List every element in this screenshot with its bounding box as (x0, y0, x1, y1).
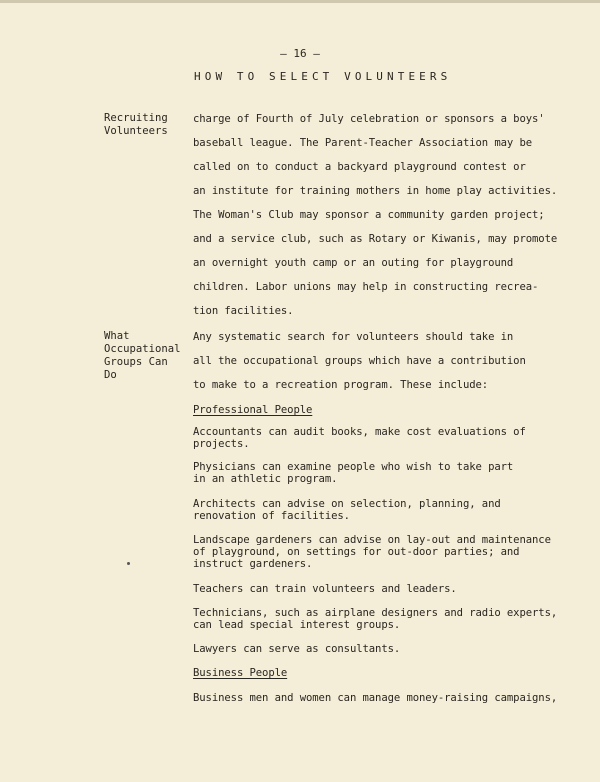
subheading-business: Business People (193, 667, 288, 679)
body-line: to make to a recreation program. These include: (193, 379, 489, 391)
body-line: children. Labor unions may help in constructing recrea- (193, 281, 539, 293)
sidebar-label-line: Volunteers (104, 125, 168, 137)
list-item-line: of playground, on settings for out-door parties; and (193, 546, 520, 558)
page-edge (0, 0, 600, 3)
body-line: all the occupational groups which have a contribution (193, 355, 526, 367)
list-item-line: Landscape gardeners can advise on lay-out and maintenance (193, 534, 551, 546)
body-line: an institute for training mothers in home play activities. (193, 185, 558, 197)
list-item-line: Architects can advise on selection, planning, and (193, 498, 501, 510)
page-heading: HOW TO SELECT VOLUNTEERS (194, 70, 452, 83)
sidebar-label-line: Recruiting (104, 112, 168, 124)
list-item-line: can lead special interest groups. (193, 619, 401, 631)
list-item-line: renovation of facilities. (193, 510, 350, 522)
sidebar-label-line: Do (104, 369, 117, 381)
sidebar-occupational-groups (104, 330, 181, 382)
sidebar-label-line: Groups Can (104, 356, 168, 368)
body-line: baseball league. The Parent-Teacher Association may be (193, 137, 533, 149)
sidebar-label-line: What (104, 330, 130, 342)
page-number: – 16 – (280, 47, 320, 60)
list-item-line: in an athletic program. (193, 473, 338, 485)
sidebar-label-line: Occupational (104, 343, 181, 355)
body-line: charge of Fourth of July celebration or sponsors a boys' (193, 113, 545, 125)
list-item-line: instruct gardeners. (193, 558, 313, 570)
stray-mark (127, 562, 130, 565)
body-line: Any systematic search for volunteers should take in (193, 331, 514, 343)
list-item-line: Teachers can train volunteers and leaders. (193, 583, 457, 595)
body-line: an overnight youth camp or an outing for playground (193, 257, 514, 269)
body-line: Business men and women can manage money-raising campaigns, (193, 692, 558, 704)
list-item-line: projects. (193, 438, 250, 450)
body-line: The Woman's Club may sponsor a community garden project; (193, 209, 545, 221)
list-item-line: Accountants can audit books, make cost evaluations of (193, 426, 526, 438)
list-item-line: Technicians, such as airplane designers and radio experts, (193, 607, 558, 619)
sidebar-recruiting-volunteers (104, 112, 168, 138)
list-item-line: Physicians can examine people who wish to take part (193, 461, 514, 473)
body-line: tion facilities. (193, 305, 294, 317)
body-line: called on to conduct a backyard playground contest or (193, 161, 526, 173)
body-line: and a service club, such as Rotary or Kiwanis, may promote (193, 233, 558, 245)
list-item-line: Lawyers can serve as consultants. (193, 643, 401, 655)
subheading-professional: Professional People (193, 404, 313, 416)
